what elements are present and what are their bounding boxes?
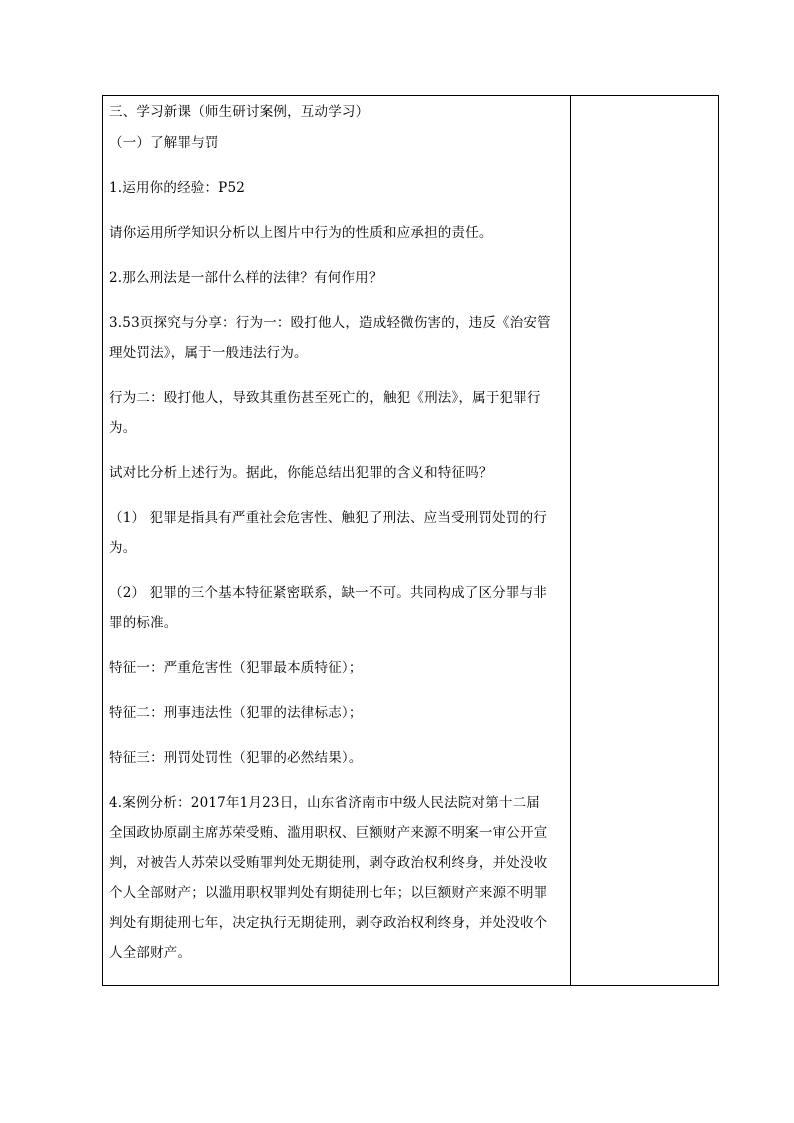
text-line: 判处有期徒刑七年，决定执行无期徒刑，剥夺政治权利终身，并处没收个 (109, 915, 548, 931)
text-line: 请你运用所学知识分析以上图片中行为的性质和应承担的责任。 (109, 225, 493, 241)
text-line: 人全部财产。 (109, 945, 192, 961)
text-line: 特征一：严重危害性（犯罪最本质特征）； (109, 660, 363, 676)
text-line: 理处罚法》，属于一般违法行为。 (109, 345, 308, 361)
text-line: 3.53页探究与分享：行为一：殴打他人，造成轻微伤害的，违反《治安管 (109, 315, 551, 331)
content-cell (103, 96, 571, 985)
text-line: 行为二：殴打他人，导致其重伤甚至死亡的，触犯《刑法》，属于犯罪行 (109, 390, 541, 406)
text-line: 4.案例分析：2017年1月23日，山东省济南市中级人民法院对第十二届 (109, 795, 541, 811)
text-line: 判，对被告人苏荣以受贿罪判处无期徒刑，剥夺政治权利终身，并处没收 (109, 855, 548, 871)
text-line: 特征二：刑事违法性（犯罪的法律标志）； (109, 705, 363, 721)
text-line: 1.运用你的经验：P52 (109, 180, 246, 196)
text-line: 全国政协原副主席苏荣受贿、滥用职权、巨额财产来源不明案一审公开宣 (109, 825, 548, 841)
text-line: 个人全部财产；以滥用职权罪判处有期徒刑七年；以巨额财产来源不明罪 (109, 885, 548, 901)
text-line: 为。 (109, 540, 137, 556)
section-heading: 三、学习新课（师生研讨案例，互动学习） (109, 104, 370, 120)
text-line: 罪的标准。 (109, 615, 178, 631)
text-line: 试对比分析上述行为。据此，你能总结出犯罪的含义和特征吗？ (109, 465, 493, 481)
text-line: 2.那么刑法是一部什么样的法律？有何作用？ (109, 270, 383, 286)
text-line: 特征三：刑罚处罚性（犯罪的必然结果）。 (109, 750, 363, 766)
text-line: （2） 犯罪的三个基本特征紧密联系，缺一不可。共同构成了区分罪与非 (109, 585, 547, 601)
notes-cell (571, 96, 718, 985)
subsection-heading: （一）了解罪与罚 (109, 135, 219, 151)
text-line: （1） 犯罪是指具有严重社会危害性、触犯了刑法、应当受刑罚处罚的行 (109, 510, 547, 526)
lesson-table (102, 95, 719, 986)
text-line: 为。 (109, 420, 137, 436)
